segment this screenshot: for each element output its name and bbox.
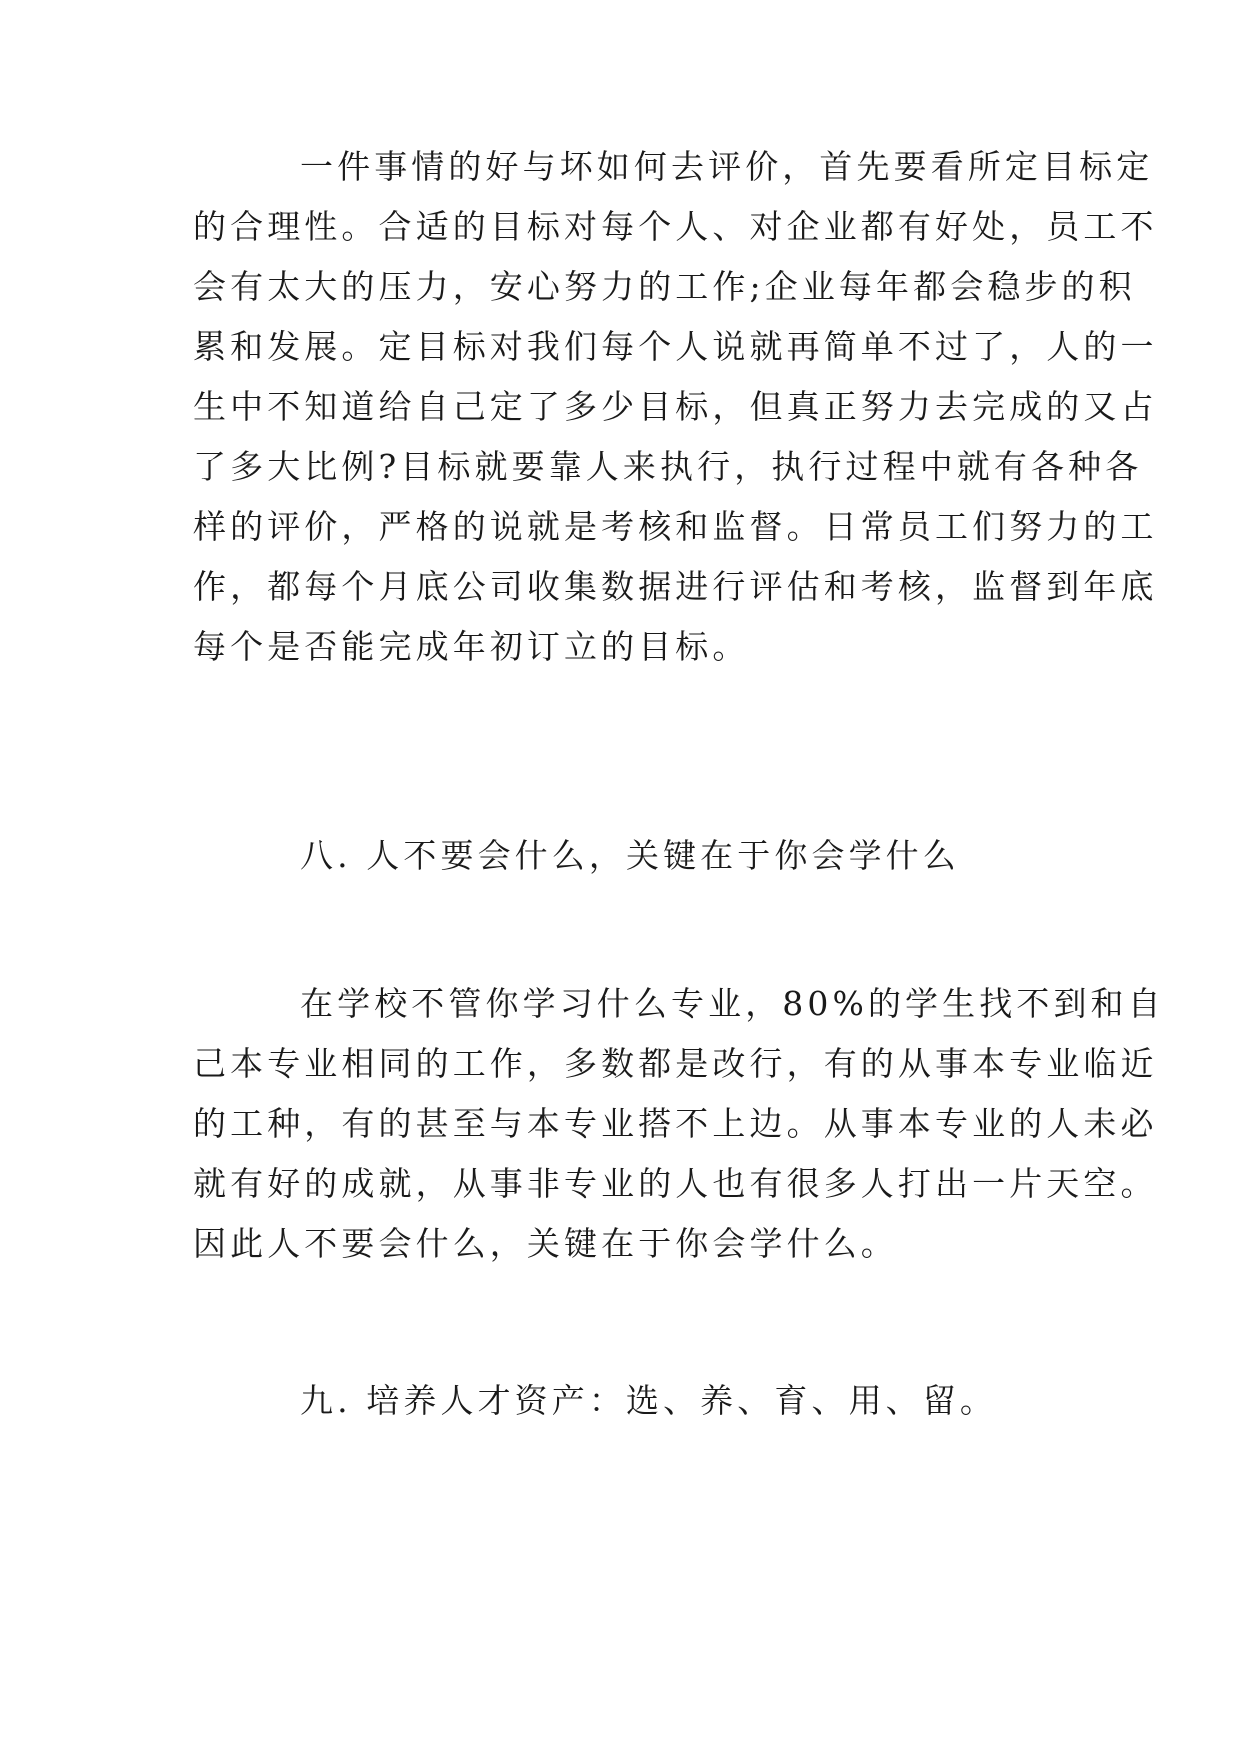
section-heading-9: 九. 培养人才资产：选、养、育、用、留。 [300,1381,997,1420]
paragraph-line: 会有太大的压力，安心努力的工作;企业每年都会稳步的积 [193,267,1136,306]
paragraph-line: 了多大比例?目标就要靠人来执行，执行过程中就有各种各 [193,447,1143,486]
paragraph-line: 的工种，有的甚至与本专业搭不上边。从事本专业的人未必 [193,1104,1158,1143]
paragraph-line: 就有好的成就，从事非专业的人也有很多人打出一片天空。 [193,1164,1158,1203]
section-heading-8: 八. 人不要会什么，关键在于你会学什么 [300,836,960,875]
paragraph-line: 己本专业相同的工作，多数都是改行，有的从事本专业临近 [193,1044,1158,1083]
paragraph-line: 因此人不要会什么，关键在于你会学什么。 [193,1224,898,1263]
paragraph-line: 一件事情的好与坏如何去评价，首先要看所定目标定 [300,147,1154,186]
paragraph-line: 作，都每个月底公司收集数据进行评估和考核，监督到年底 [193,567,1158,606]
paragraph-line: 累和发展。定目标对我们每个人说就再简单不过了，人的一 [193,327,1158,366]
paragraph-line: 样的评价，严格的说就是考核和监督。日常员工们努力的工 [193,507,1158,546]
paragraph-line: 生中不知道给自己定了多少目标，但真正努力去完成的又占 [193,387,1158,426]
paragraph-line: 的合理性。合适的目标对每个人、对企业都有好处，员工不 [193,207,1158,246]
paragraph-line: 每个是否能完成年初订立的目标。 [193,627,750,666]
paragraph-line: 在学校不管你学习什么专业，80%的学生找不到和自 [300,984,1165,1023]
